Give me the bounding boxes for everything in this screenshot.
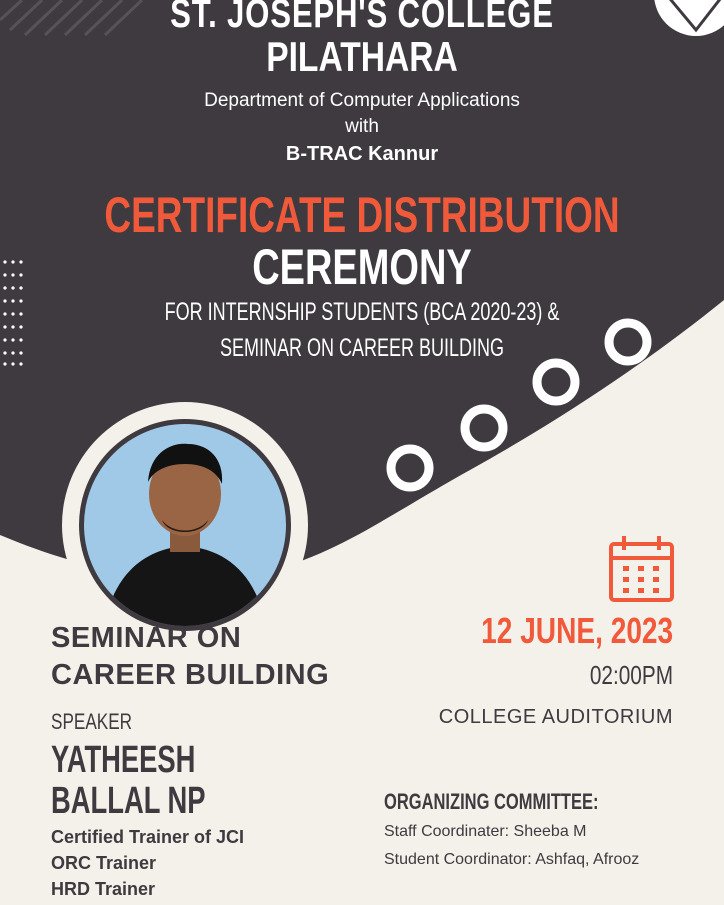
credential-item: Certified Trainer of JCI xyxy=(51,827,245,847)
seminar-title-line1: SEMINAR ON xyxy=(51,622,242,654)
student-coordinator: Student Coordinator: Ashfaq, Afrooz xyxy=(384,851,640,868)
speaker-name xyxy=(51,740,206,822)
college-location: PILATHARA xyxy=(266,33,458,80)
partner-name: B-TRAC Kannur xyxy=(285,143,439,165)
credential-item: HRD Trainer xyxy=(51,879,156,899)
speaker-name-line1: YATHEESH xyxy=(51,739,196,781)
college-name: ST. JOSEPH'S COLLEGE xyxy=(170,0,554,36)
event-title-line2: CEREMONY xyxy=(252,239,472,295)
seminar-title xyxy=(51,620,329,694)
speaker-photo xyxy=(84,424,286,626)
credential-item: ORC Trainer xyxy=(51,853,157,873)
event-venue: COLLEGE AUDITORIUM xyxy=(438,706,673,728)
speaker-name-line2: BALLAL NP xyxy=(51,780,206,822)
department-name: Department of Computer Applications xyxy=(204,90,520,111)
speaker-credentials xyxy=(51,824,244,902)
committee-title: ORGANIZING COMMITTEE: xyxy=(384,789,599,814)
speaker-label: SPEAKER xyxy=(51,709,133,734)
event-subtitle-line2: SEMINAR ON CAREER BUILDING xyxy=(219,334,505,362)
event-title-line1: CERTIFICATE DISTRIBUTION xyxy=(104,187,620,243)
event-date: 12 JUNE, 2023 xyxy=(480,610,673,651)
event-subtitle-line1: FOR INTERNSHIP STUDENTS (BCA 2020-23) & xyxy=(164,298,560,326)
seminar-title-line2: CAREER BUILDING xyxy=(51,659,330,691)
event-time: 02:00PM xyxy=(589,660,673,690)
with-text: with xyxy=(345,116,379,137)
staff-coordinator: Staff Coordinater: Sheeba M xyxy=(384,823,587,840)
